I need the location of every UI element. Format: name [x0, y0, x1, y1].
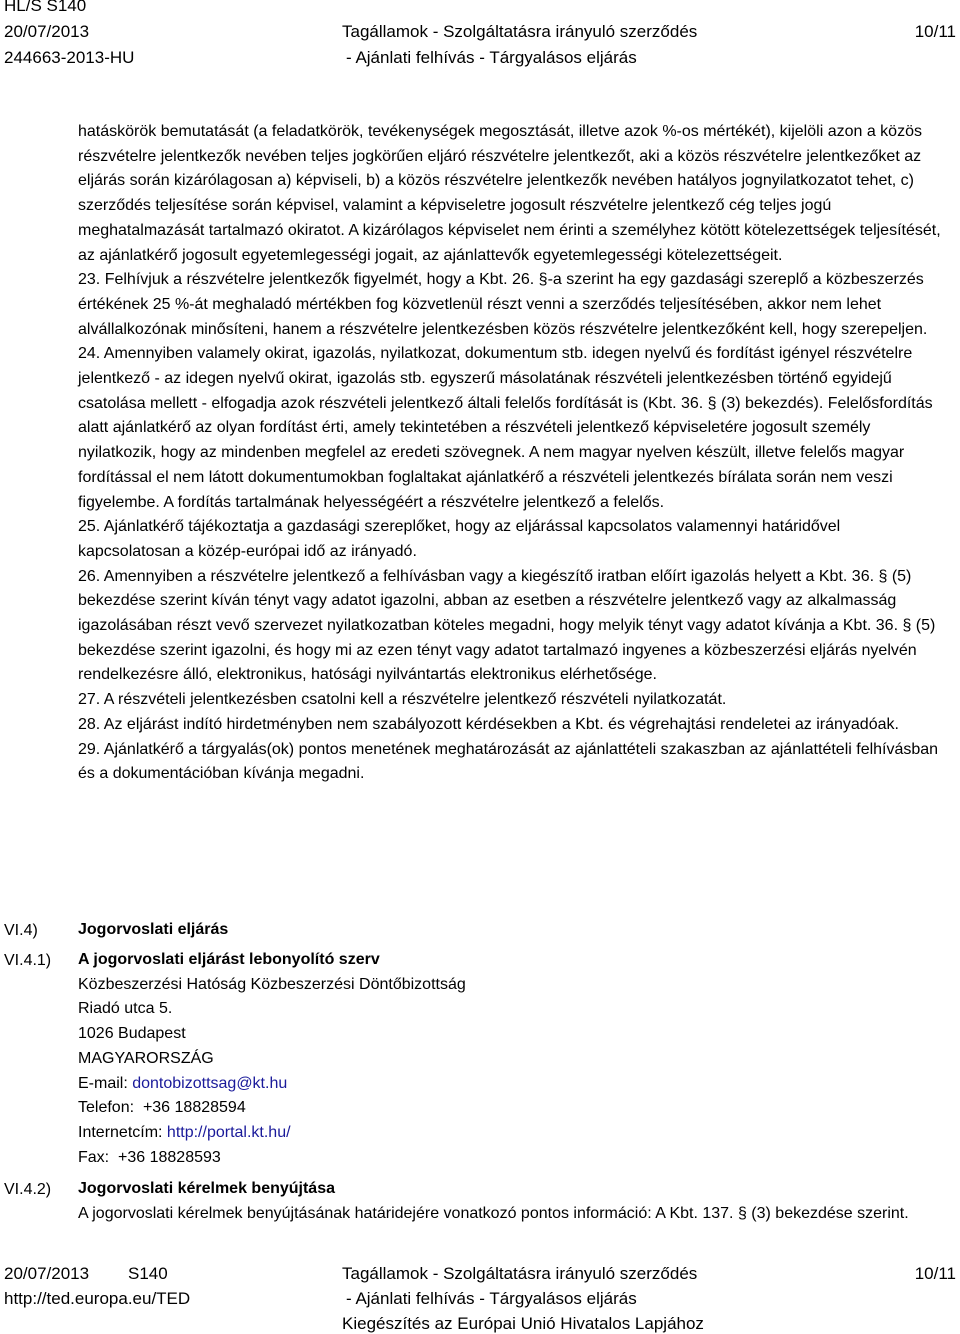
section-number-vi41: VI.4.1) — [4, 952, 52, 969]
header-title-line2: - Ajánlati felhívás - Tárgyalásos eljárás — [346, 48, 637, 67]
email-label: E-mail: — [78, 1074, 133, 1092]
footer-date: 20/07/2013 — [4, 1264, 90, 1283]
review-body-street: Riadó utca 5. — [78, 1000, 173, 1018]
section-heading-vi42: Jogorvoslati kérelmek benyújtása — [78, 1180, 335, 1197]
body-paragraph: 23. Felhívjuk a részvételre jelentkezők figyelmét, hogy a Kbt. 26. §-a szerint ha egy gazdasági szereplő a közbeszerzés értékének 25 %-át meghaladó mértékben fog közvetlenül részt venni a szerződés teljesítésében, akkor nem lehet alvállalkozónak minősíteni, hanem a részvételre jelentkezésben közös részvételre jelentkezőként kell, hogy szerepeljen. — [78, 271, 928, 338]
footer-page-number: 10/11 — [914, 1264, 956, 1283]
section-heading-vi4: Jogorvoslati eljárás — [78, 921, 229, 938]
review-body-country: MAGYARORSZÁG — [78, 1049, 214, 1067]
review-body-name: Közbeszerzési Hatóság Közbeszerzési Döntőbizottság — [78, 975, 466, 993]
fax-row — [78, 1146, 944, 1171]
notice-id: 244663-2013-HU — [4, 48, 135, 67]
body-paragraph: 25. Ajánlatkérő tájékoztatja a gazdasági szereplőket, hogy az eljárással kapcsolatos valamennyi határidővel kapcsolatosan a közép-európai idő az irányadó. — [78, 518, 841, 560]
section-number-vi4: VI.4) — [4, 922, 38, 939]
footer-title-line3: Kiegészítés az Európai Unió Hivatalos Lapjához — [342, 1314, 704, 1333]
section-heading-vi41: A jogorvoslati eljárást lebonyolító szerv — [78, 951, 380, 968]
review-body-city: 1026 Budapest — [78, 1025, 186, 1043]
body-paragraph: 26. Amennyiben a részvételre jelentkező a felhívásban vagy a kiegészítő iratban előírt igazolás helyett a Kbt. 36. § (5) bekezdése szerint kíván tényt vagy adatot igazolni, abban az esetben a részvételre jelentkező vagy az alkalmasság igazolásában részt vevő szervezet nyilatkozatban köteles megadni, hogy melyik tényt vagy adatot kívánja a Kbt. 36. § (5) bekezdése szerint igazolni, és hogy mi az ezen tényt vagy adatot tartalmazó ingyenes a közbeszerzési eljárás nyelvén rendelkezésre álló, elektronikus, hatósági nyilvántartás elektronikus elérhetősége. — [78, 567, 936, 684]
section-number-vi42: VI.4.2) — [4, 1181, 52, 1198]
doc-code: HL/S S140 — [4, 0, 87, 15]
web-row — [78, 1121, 944, 1146]
body-text — [78, 120, 944, 787]
footer-title-line2: - Ajánlati felhívás - Tárgyalásos eljárás — [346, 1289, 637, 1308]
body-paragraph: hatáskörök bemutatását (a feladatkörök, tevékenységek megosztását, illetve azok %-os mértékét), kijelöli azon a közös részvételre jelentkezők nevében teljes jogkörűen eljáró részvételre jelentkezőt, aki a közös részvételre jelentkezőket az eljárás során kizárólagosan a) képviseli, b) a közös részvételre jelentkezők nevében hatályos jognyilatkozatot tehet, c) szerződés teljesítése során képvisel, valamint a képviseletre jogosult részvételre jelentkező cég teljes jogú meghatalmazását tartalmazó okiratot. A kizárólagos képviselet nem érinti a személyhez kötött kötelezettségek teljesítését, az ajánlatkérő jogosult egyetemlegességi jogait, az ajánlattevők egyetemlegességi kötelezettségeit. — [78, 123, 941, 264]
web-label: Internetcím: — [78, 1123, 167, 1141]
fax-value: +36 18828593 — [118, 1148, 221, 1166]
body-paragraph: 29. Ajánlatkérő a tárgyalás(ok) pontos menetének meghatározását az ajánlattételi szakaszban az ajánlattételi felhívásban és a dokumentációban kívánja megadni. — [78, 740, 939, 783]
phone-label: Telefon: — [78, 1099, 143, 1117]
body-paragraph: 27. A részvételi jelentkezésben csatolni kell a részvételre jelentkező részvételi nyilatkozatát. — [78, 691, 727, 709]
review-body-block — [78, 948, 944, 1170]
fax-label: Fax: — [78, 1148, 119, 1166]
appeal-block — [78, 1177, 944, 1226]
appeal-text: A jogorvoslati kérelmek benyújtásának határidejére vonatkozó pontos információ: A Kbt. 137. § (3) bekezdése szerint. — [78, 1204, 909, 1222]
header-page-number: 10/11 — [914, 22, 956, 41]
header-title-line1: Tagállamok - Szolgáltatásra irányuló szerződés — [342, 22, 698, 41]
body-paragraph: 28. Az eljárást indító hirdetményben nem szabályozott kérdésekben a Kbt. és végrehajtási rendeletei az irányadóak. — [78, 715, 899, 733]
web-link[interactable]: http://portal.kt.hu/ — [166, 1123, 291, 1141]
phone-row — [78, 1096, 944, 1121]
header-date: 20/07/2013 — [4, 22, 90, 41]
footer-doc: S140 — [128, 1264, 168, 1283]
phone-value: +36 18828594 — [142, 1099, 246, 1117]
footer-url[interactable]: http://ted.europa.eu/TED — [4, 1289, 191, 1308]
email-link[interactable]: dontobizottsag@kt.hu — [132, 1074, 288, 1092]
footer-title-line1: Tagállamok - Szolgáltatásra irányuló szerződés — [342, 1264, 698, 1283]
body-paragraph: 24. Amennyiben valamely okirat, igazolás, nyilatkozat, dokumentum stb. idegen nyelvű és fordítást igényel részvételre jelentkező - az idegen nyelvű okirat, igazolás stb. egyszerű másolatának részvételi jelentkezésben történő egyidejű csatolása mellett - elfogadja azok részvételi jelentkező általi felelős fordítását is (Kbt. 36. § (3) bekezdés). Felelősfordítás alatt ajánlatkérő az olyan fordítást érti, amely tekintetében a részvételi jelentkező képviseletére jogosult személy nyilatkozik, hogy az mindenben megfelel az eredeti szövegnek. A nem magyar nyelven készült, illetve felelős magyar fordítással el nem látott dokumentumokban foglaltakat ajánlatkérő a részvételi jelentkezés bírálata során nem veszi figyelembe. A fordítás tartalmának helyességéért a részvételre jelentkező a felelős. — [78, 345, 933, 511]
email-row — [78, 1072, 944, 1097]
